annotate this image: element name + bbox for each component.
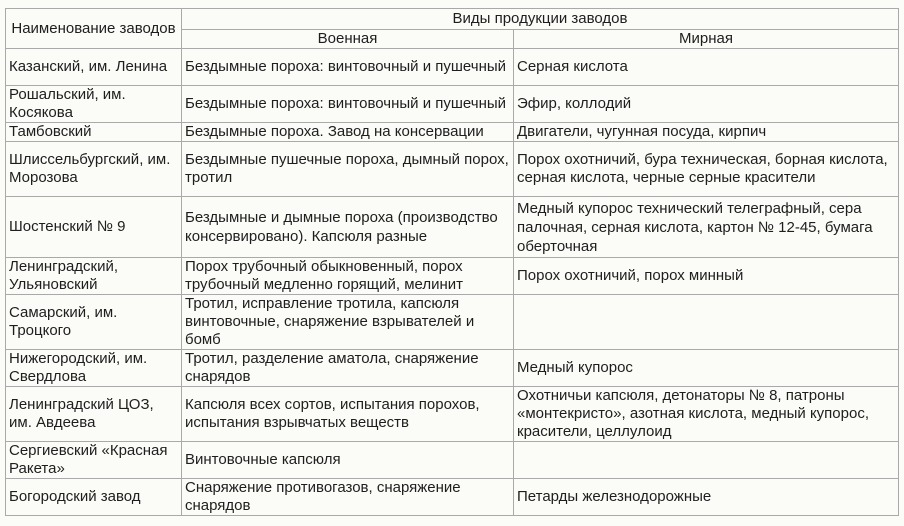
plant-name: Нижегородский, им. Свердлова — [6, 350, 182, 387]
table-row — [6, 142, 899, 197]
civil-products: Порох охотничий, бура техническая, борная кислота, серная кислота, черные серные красители — [514, 142, 899, 197]
civil-products — [514, 442, 899, 479]
civil-products: Медный купорос — [514, 350, 899, 387]
table-row — [6, 387, 899, 442]
plant-name: Тамбовский — [6, 123, 182, 142]
header-row-top — [6, 9, 899, 30]
table-header — [6, 9, 899, 49]
military-products: Порох трубочный обыкновенный, порох трубочный медленно горящий, мелинит — [182, 258, 514, 295]
military-products: Капсюля всех сортов, испытания порохов, испытания взрывчатых веществ — [182, 387, 514, 442]
civil-products: Охотничьи капсюля, детонаторы № 8, патроны «монтекристо», азотная кислота, медный купорос, красители, целлулоид — [514, 387, 899, 442]
table-row — [6, 350, 899, 387]
table-row — [6, 258, 899, 295]
plant-name: Рошальский, им. Косякова — [6, 86, 182, 123]
civil-products: Двигатели, чугунная посуда, кирпич — [514, 123, 899, 142]
plant-name: Сергиевский «Красная Ракета» — [6, 442, 182, 479]
military-products: Тротил, исправление тротила, капсюля винтовочные, снаряжение взрывателей и бомб — [182, 295, 514, 350]
military-products: Бездымные пороха. Завод на консервации — [182, 123, 514, 142]
civil-products: Петарды железнодорожные — [514, 479, 899, 516]
military-products: Тротил, разделение аматола, снаряжение снарядов — [182, 350, 514, 387]
plant-name: Казанский, им. Ленина — [6, 49, 182, 86]
military-products: Бездымные пороха: винтовочный и пушечный — [182, 86, 514, 123]
military-products: Винтовочные капсюля — [182, 442, 514, 479]
table-row — [6, 295, 899, 350]
civil-products: Серная кислота — [514, 49, 899, 86]
plants-products-table — [5, 8, 899, 516]
military-products: Снаряжение противогазов, снаряжение снарядов — [182, 479, 514, 516]
military-products: Бездымные и дымные пороха (производство консервировано). Капсюля разные — [182, 197, 514, 258]
plant-name: Самарский, им. Троцкого — [6, 295, 182, 350]
table-body — [6, 49, 899, 516]
military-products: Бездымные пушечные пороха, дымный порох, тротил — [182, 142, 514, 197]
header-products: Виды продукции заводов — [182, 9, 899, 30]
civil-products — [514, 295, 899, 350]
table-row — [6, 49, 899, 86]
table-row — [6, 479, 899, 516]
table-row — [6, 442, 899, 479]
header-plants: Наименование заводов — [6, 9, 182, 49]
table-row — [6, 197, 899, 258]
civil-products: Порох охотничий, порох минный — [514, 258, 899, 295]
civil-products: Медный купорос технический телеграфный, сера палочная, серная кислота, картон № 12-45, бумага оберточная — [514, 197, 899, 258]
civil-products: Эфир, коллодий — [514, 86, 899, 123]
table-row — [6, 86, 899, 123]
military-products: Бездымные пороха: винтовочный и пушечный — [182, 49, 514, 86]
plant-name: Ленинградский, Ульяновский — [6, 258, 182, 295]
plant-name: Ленинградский ЦОЗ, им. Авдеева — [6, 387, 182, 442]
table-row — [6, 123, 899, 142]
plant-name: Шлиссельбургский, им. Морозова — [6, 142, 182, 197]
plant-name: Богородский завод — [6, 479, 182, 516]
plant-name: Шостенский № 9 — [6, 197, 182, 258]
header-military: Военная — [182, 30, 514, 49]
header-civil: Мирная — [514, 30, 899, 49]
